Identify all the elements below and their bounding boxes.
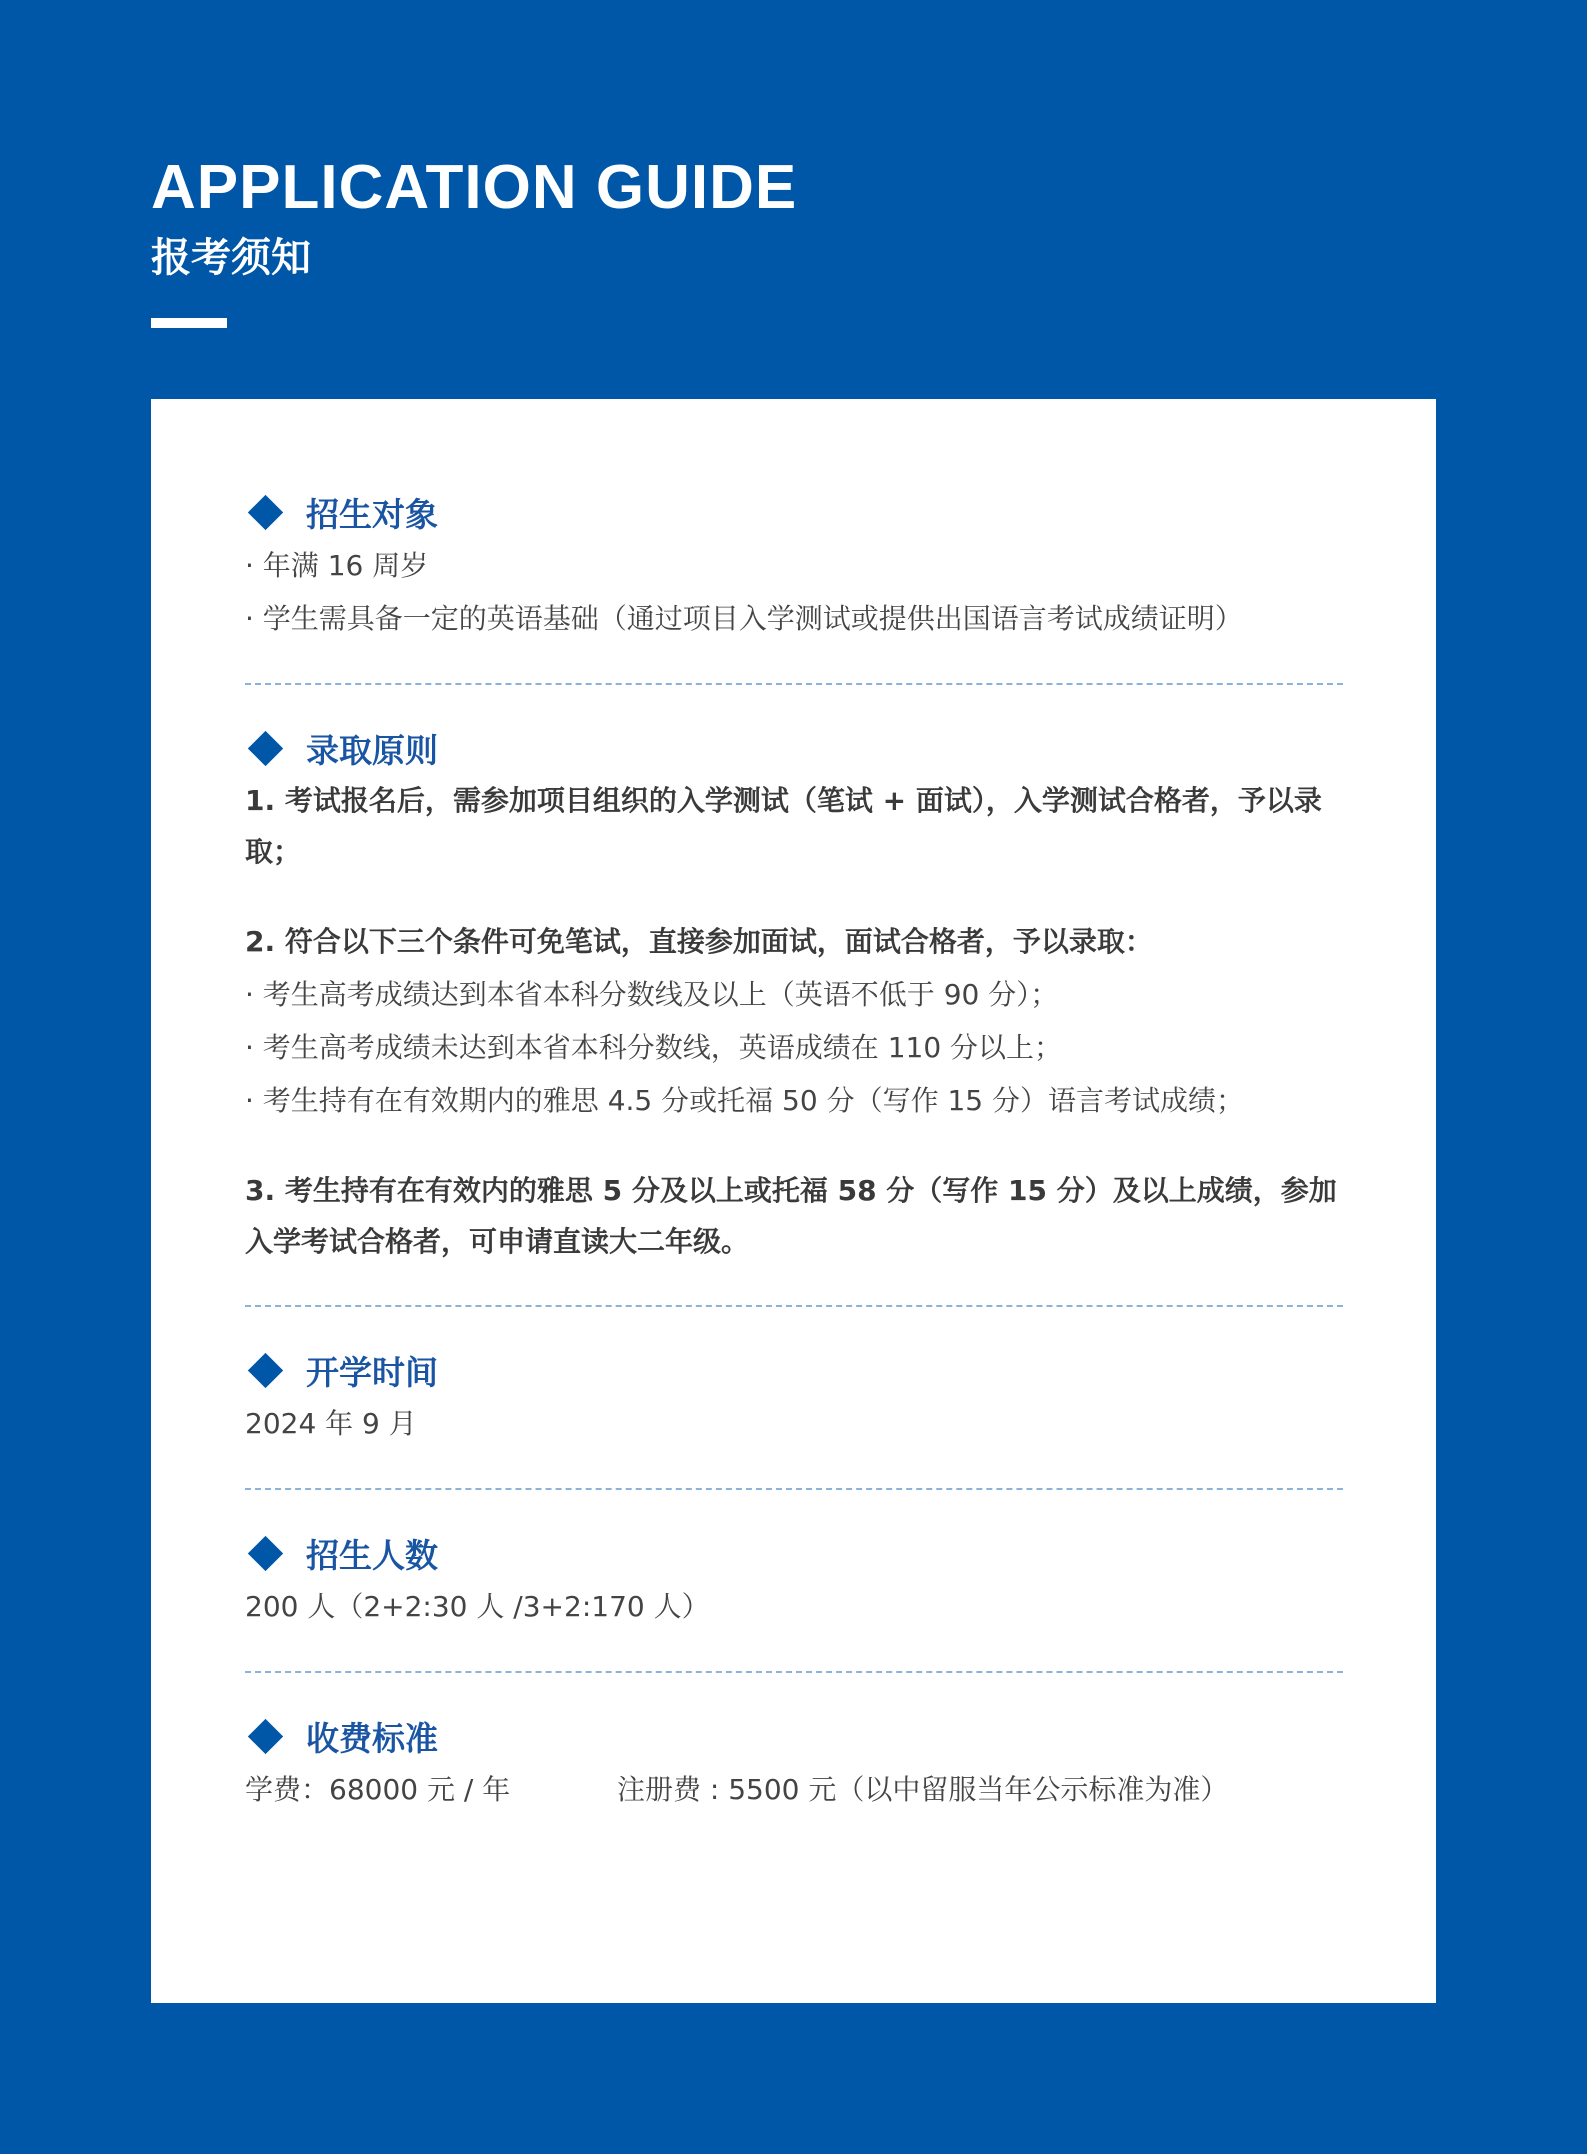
list-item: · 年满 16 周岁 <box>245 549 429 582</box>
section-quota <box>245 1526 1343 1633</box>
list-item: · 考生高考成绩未达到本省本科分数线，英语成绩在 110 分以上； <box>245 1031 1063 1064</box>
guide-card <box>151 399 1436 2003</box>
admission-rule-2-title: 2. 符合以下三个条件可免笔试，直接参加面试，面试合格者，予以录取： <box>245 925 1153 958</box>
start-date-value: 2024 年 9 月 <box>245 1407 417 1440</box>
title-underline-bar <box>151 318 227 328</box>
list-item: · 考生持有在有效期内的雅思 4.5 分或托福 50 分（写作 15 分）语言考试成绩； <box>245 1084 1244 1117</box>
section-title: 录取原则 <box>306 730 438 770</box>
quota-value: 200 人（2+2:30 人 /3+2:170 人） <box>245 1590 710 1623</box>
page-header <box>151 150 797 328</box>
section-title: 开学时间 <box>306 1352 438 1392</box>
section-title: 招生对象 <box>306 494 438 534</box>
page-title-en: APPLICATION GUIDE <box>151 153 798 222</box>
tuition-fee: 学费：68000 元 / 年 <box>245 1773 511 1806</box>
section-header <box>245 721 1343 775</box>
section-header <box>245 1526 1343 1580</box>
list-item: · 学生需具备一定的英语基础（通过项目入学测试或提供出国语言考试成绩证明） <box>245 602 1243 635</box>
diamond-bullet-icon <box>248 1352 283 1387</box>
admission-rule-3: 3. 考生持有在有效内的雅思 5 分及以上或托福 58 分（写作 15 分）及以上成绩，参加入学考试合格者，可申请直读大二年级。 <box>245 1174 1337 1258</box>
fee-row <box>245 1763 1343 1816</box>
dashed-divider <box>245 1671 1343 1673</box>
diamond-bullet-icon <box>248 1718 283 1753</box>
section-admission <box>245 721 1343 1267</box>
section-header <box>245 1343 1343 1397</box>
registration-fee: 注册费 : 5500 元（以中留服当年公示标准为准） <box>617 1773 1229 1806</box>
diamond-bullet-icon <box>248 1535 283 1570</box>
page-title-cn: 报考须知 <box>151 235 311 281</box>
diamond-bullet-icon <box>248 730 283 765</box>
dashed-divider <box>245 1488 1343 1490</box>
section-title: 收费标准 <box>306 1718 438 1758</box>
section-target <box>245 485 1343 645</box>
section-header <box>245 485 1343 539</box>
list-item: · 考生高考成绩达到本省本科分数线及以上（英语不低于 90 分）； <box>245 978 1059 1011</box>
section-fees <box>245 1709 1343 1816</box>
admission-rule-1: 1. 考试报名后，需参加项目组织的入学测试（笔试 + 面试），入学测试合格者，予以录取； <box>245 784 1322 868</box>
section-header <box>245 1709 1343 1763</box>
section-start-date <box>245 1343 1343 1450</box>
guide-content <box>245 485 1343 1816</box>
dashed-divider <box>245 1305 1343 1307</box>
section-title: 招生人数 <box>306 1535 438 1575</box>
diamond-bullet-icon <box>248 494 283 529</box>
dashed-divider <box>245 683 1343 685</box>
